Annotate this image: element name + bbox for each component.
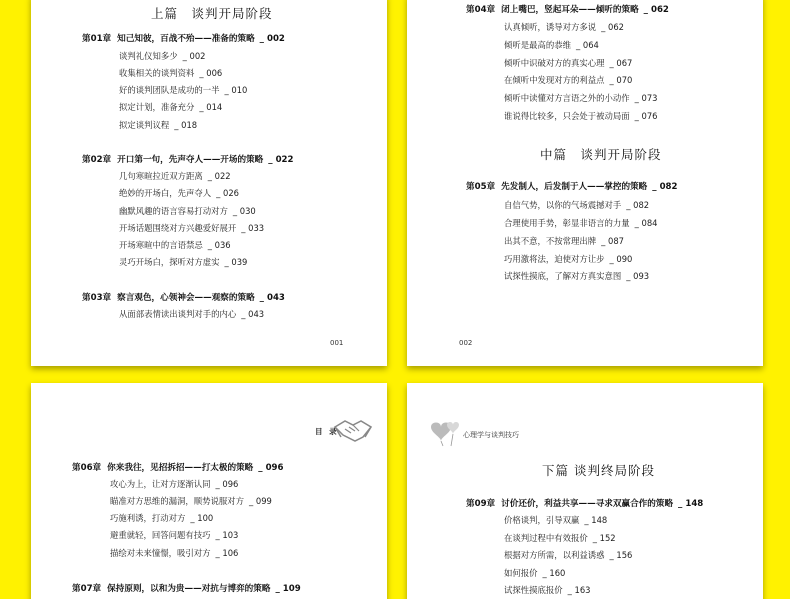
book-brand: 心理学与谈判技巧	[463, 431, 519, 439]
catalog-label: 目 录	[315, 427, 339, 436]
toc-entry: 拟定计划，准备充分 _ 014	[119, 102, 223, 112]
chapter-heading: 第01章 知己知彼，百战不殆——准备的策略 _ 002	[82, 34, 285, 44]
page-number: 002	[459, 339, 473, 347]
toc-entry: 在倾听中发现对方的利益点 _ 070	[504, 75, 633, 85]
part-title: 上篇 谈判开局阶段	[151, 6, 273, 21]
toc-entry: 如何报价 _ 160	[504, 568, 566, 578]
toc-entry: 认真倾听，诱导对方多说 _ 062	[504, 22, 624, 32]
toc-entry: 自信气势，以你的气场震撼对手 _ 082	[504, 200, 650, 210]
chapter-heading: 第04章 闭上嘴巴，竖起耳朵——倾听的策略 _ 062	[466, 5, 669, 15]
toc-entry: 好的谈判团队是成功的一半 _ 010	[119, 85, 248, 95]
toc-entry: 倾听中读懂对方言语之外的小动作 _ 073	[504, 93, 658, 103]
chapter-heading: 第07章 保持原则，以和为贵——对抗与博弈的策略 _ 109	[72, 584, 301, 594]
toc-page-3	[31, 383, 387, 599]
toc-entry: 谈判礼仪知多少 _ 002	[119, 51, 206, 61]
toc-entry: 谁说得比较多，只会处于被动局面 _ 076	[504, 111, 658, 121]
toc-entry: 巧施利诱，打动对方 _ 100	[110, 513, 214, 523]
toc-page-4	[407, 383, 763, 599]
toc-entry: 几句寒暄拉近双方距离 _ 022	[119, 171, 231, 181]
toc-entry: 出其不意，不按常理出牌 _ 087	[504, 236, 624, 246]
chapter-heading: 第05章 先发制人，后发制于人——掌控的策略 _ 082	[466, 182, 678, 192]
toc-entry: 攻心为上，让对方逐渐认同 _ 096	[110, 479, 239, 489]
toc-entry: 从面部表情读出谈判对手的内心 _ 043	[119, 309, 265, 319]
toc-entry: 根据对方所需，以利益诱惑 _ 156	[504, 550, 633, 560]
part-title: 下篇 谈判终局阶段	[542, 463, 655, 478]
toc-entry: 灵巧开场白，探听对方虚实 _ 039	[119, 257, 248, 267]
toc-entry: 开场寒暄中的言语禁忌 _ 036	[119, 240, 231, 250]
toc-entry: 收集相关的谈判资料 _ 006	[119, 68, 223, 78]
toc-entry: 价格谈判，引导双赢 _ 148	[504, 515, 608, 525]
toc-page-1	[31, 0, 387, 366]
toc-entry: 开场话题围绕对方兴趣爱好展开 _ 033	[119, 223, 265, 233]
toc-entry: 幽默风趣的语言容易打动对方 _ 030	[119, 206, 256, 216]
part-title: 中篇 谈判开局阶段	[540, 147, 662, 162]
toc-entry: 在谈判过程中有效报价 _ 152	[504, 533, 616, 543]
toc-entry: 绝妙的开场白，先声夺人 _ 026	[119, 188, 239, 198]
toc-entry: 倾听中识破对方的真实心理 _ 067	[504, 58, 633, 68]
handshake-icon	[333, 415, 373, 445]
toc-entry: 巧用激将法，迫使对方让步 _ 090	[504, 254, 633, 264]
toc-entry: 合理使用手势，彰显非语言的力量 _ 084	[504, 218, 658, 228]
chapter-heading: 第03章 察言观色，心领神会——观察的策略 _ 043	[82, 293, 285, 303]
toc-entry: 试探性摸底报价 _ 163	[504, 585, 591, 595]
chapter-heading: 第09章 讨价还价，利益共享——寻求双赢合作的策略 _ 148	[466, 499, 704, 509]
toc-entry: 避重就轻，回答问题有技巧 _ 103	[110, 530, 239, 540]
toc-entry: 拟定谈判议程 _ 018	[119, 120, 198, 130]
toc-entry: 瞄准对方思维的漏洞，顺势说服对方 _ 099	[110, 496, 272, 506]
chapter-heading: 第02章 开口第一句，先声夺人——开场的策略 _ 022	[82, 155, 294, 165]
toc-entry: 倾听是最高的恭维 _ 064	[504, 40, 599, 50]
toc-entry: 试探性摸底，了解对方真实意图 _ 093	[504, 271, 650, 281]
toc-page-2	[407, 0, 763, 366]
heart-balloons-icon	[429, 419, 465, 447]
toc-entry: 描绘对未来憧憬，吸引对方 _ 106	[110, 548, 239, 558]
chapter-heading: 第06章 你来我往，见招拆招——打太极的策略 _ 096	[72, 463, 284, 473]
page-number: 001	[330, 339, 344, 347]
